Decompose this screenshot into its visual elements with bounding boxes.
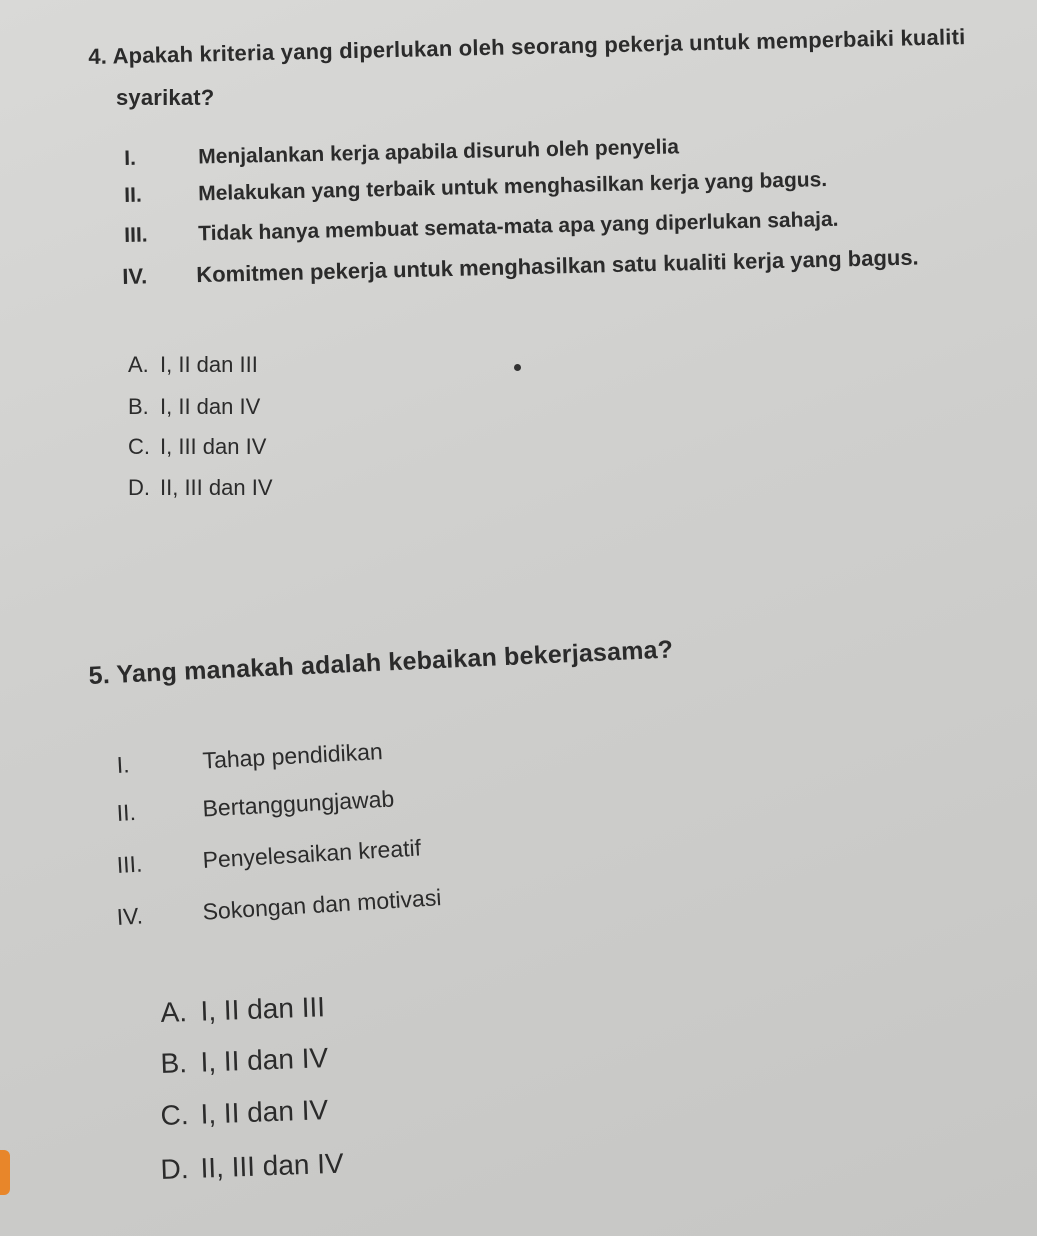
q4-statement-2-text: Melakukan yang terbaik untuk menghasilkan kerja yang bagus. <box>197 168 828 206</box>
question-4-title-cont: syarikat? <box>116 85 215 110</box>
q5-statement-4-text: Sokongan dan motivasi <box>201 884 443 925</box>
q4-option-c-text: I, III dan IV <box>160 434 267 459</box>
q4-option-a[interactable] <box>128 352 258 378</box>
q5-option-c-text: I, II dan IV <box>199 1094 329 1130</box>
q4-option-c[interactable] <box>128 434 266 460</box>
question-4-title: 4. Apakah kriteria yang diperlukan oleh seorang pekerja untuk memperbaiki kualiti <box>88 24 966 69</box>
q5-option-c-letter: C. <box>160 1099 190 1131</box>
q4-option-d-letter: D. <box>128 475 150 500</box>
q4-option-b[interactable] <box>128 394 260 420</box>
orange-edge-object <box>0 1150 10 1195</box>
q4-statement-1-text: Menjalankan kerja apabila disuruh oleh penyelia <box>197 135 680 169</box>
q4-option-b-letter: B. <box>128 394 149 419</box>
q4-option-d[interactable] <box>128 475 273 501</box>
q4-statement-4-text: Komitmen pekerja untuk menghasilkan satu kualiti kerja yang bagus. <box>195 244 919 288</box>
q5-option-d-letter: D. <box>160 1153 190 1185</box>
question-5-title-text: 5. Yang manakah adalah kebaikan bekerjasama? <box>88 635 674 690</box>
q5-option-b[interactable] <box>160 1042 329 1080</box>
q4-statement-3-num: III. <box>124 223 148 247</box>
q4-option-a-text: I, II dan III <box>160 352 258 377</box>
q4-statement-2 <box>124 168 827 208</box>
q5-statement-1 <box>116 738 383 779</box>
q5-statement-4 <box>116 884 442 931</box>
question-5-title <box>88 635 674 691</box>
q5-statement-4-num: IV. <box>116 902 144 930</box>
q5-statement-3-text: Penyelesaikan kreatif <box>201 834 422 874</box>
q4-statement-2-num: II. <box>124 183 143 207</box>
q4-statement-4-num: IV. <box>122 263 148 289</box>
q5-option-a-letter: A. <box>160 996 188 1028</box>
q4-option-b-text: I, II dan IV <box>160 394 261 419</box>
q5-statement-1-text: Tahap pendidikan <box>201 738 384 774</box>
q5-statement-2-num: II. <box>116 798 137 826</box>
q5-option-c[interactable] <box>160 1094 329 1132</box>
q4-statement-1-num: I. <box>124 146 137 170</box>
q4-option-d-text: II, III dan IV <box>160 475 273 500</box>
q5-statement-1-num: I. <box>116 751 131 778</box>
q5-statement-2 <box>116 785 395 827</box>
q5-option-d-text: II, III dan IV <box>199 1147 345 1184</box>
q5-option-a[interactable] <box>160 991 326 1029</box>
q4-statement-4 <box>122 245 919 290</box>
pen-mark-dot <box>514 364 521 371</box>
q5-statement-3-num: III. <box>116 850 144 878</box>
q5-statement-2-text: Bertanggungjawab <box>201 785 395 822</box>
q5-option-b-letter: B. <box>160 1047 188 1079</box>
q5-option-b-text: I, II dan IV <box>199 1042 329 1078</box>
q4-option-c-letter: C. <box>128 434 150 459</box>
q5-option-a-text: I, II dan III <box>199 991 326 1027</box>
q4-statement-3 <box>124 208 839 248</box>
q4-statement-3-text: Tidak hanya membuat semata-mata apa yang diperlukan sahaja. <box>197 207 839 246</box>
q5-statement-3 <box>116 834 422 878</box>
q5-option-d[interactable] <box>160 1148 344 1186</box>
q4-statement-1 <box>124 135 679 171</box>
q4-option-a-letter: A. <box>128 352 149 377</box>
